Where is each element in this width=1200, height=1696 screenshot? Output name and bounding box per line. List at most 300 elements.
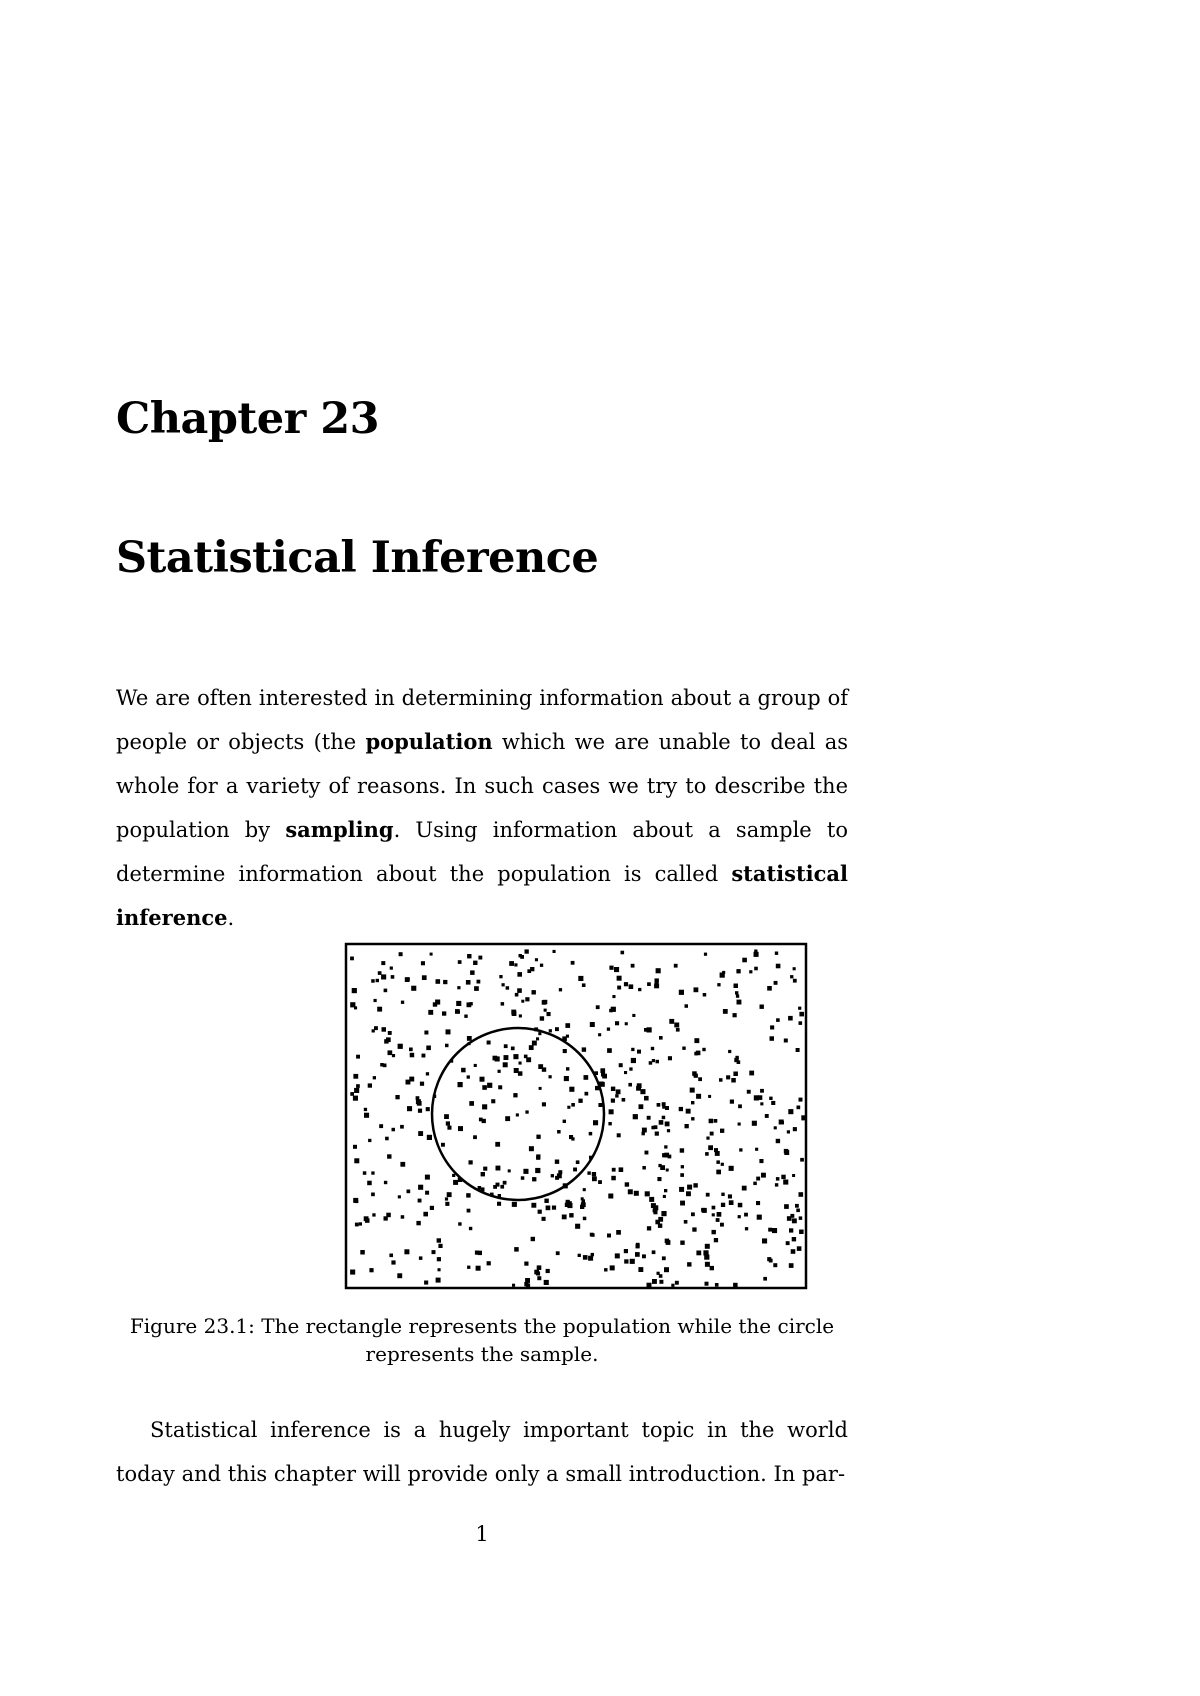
population-dot	[631, 1048, 634, 1051]
population-dot	[578, 976, 583, 981]
population-dot	[555, 1027, 559, 1031]
population-dot	[529, 1146, 534, 1151]
population-dot	[582, 983, 586, 987]
population-dot	[796, 1209, 800, 1213]
population-dot	[787, 1216, 792, 1221]
population-dot	[662, 1116, 666, 1120]
population-dot	[665, 1122, 670, 1127]
population-dot	[617, 986, 621, 990]
population-dot	[624, 1249, 628, 1253]
population-dot	[456, 1001, 461, 1006]
population-dot	[760, 1089, 764, 1093]
population-dot	[717, 1212, 722, 1217]
population-dot	[475, 1251, 479, 1255]
term-sampling: sampling	[285, 817, 394, 842]
population-dot	[798, 1007, 801, 1010]
population-dot	[676, 1028, 680, 1032]
population-dot	[775, 1183, 778, 1186]
population-dot	[424, 1281, 428, 1285]
population-dot	[354, 1088, 359, 1093]
population-dot	[457, 986, 460, 989]
population-dot	[607, 1048, 612, 1053]
population-dot	[372, 1029, 375, 1032]
population-dot	[469, 1101, 474, 1106]
population-dot	[503, 1181, 507, 1185]
population-dot	[645, 1151, 649, 1155]
population-dot	[487, 1041, 491, 1045]
population-dot	[458, 960, 462, 964]
population-dot	[535, 1168, 540, 1173]
population-dot	[473, 1135, 477, 1139]
population-dot	[656, 1060, 660, 1064]
population-dot	[610, 1265, 615, 1270]
population-dot	[469, 1227, 472, 1230]
population-dot	[426, 1107, 430, 1111]
population-dot	[647, 1226, 651, 1230]
population-dot	[571, 1137, 574, 1140]
intro-text-part1: We are often interested in determining information about a group of people or objects (the	[116, 686, 848, 754]
population-dot	[680, 1173, 684, 1177]
population-dot	[536, 1135, 540, 1139]
population-dot	[726, 1075, 730, 1079]
population-dot	[771, 1101, 775, 1105]
population-dot	[708, 1095, 711, 1098]
population-dot	[379, 1124, 383, 1128]
population-dot	[714, 1148, 718, 1152]
population-dot	[513, 1093, 517, 1097]
population-dot	[509, 961, 514, 966]
population-dot	[792, 1174, 795, 1177]
population-dot	[768, 1228, 772, 1232]
population-dot	[799, 1098, 803, 1102]
population-dot	[685, 1004, 689, 1008]
population-dot	[790, 975, 793, 978]
population-dot	[755, 1148, 758, 1151]
population-dot	[445, 1044, 449, 1048]
population-dot	[712, 1230, 716, 1234]
population-dot	[493, 1185, 497, 1189]
population-dot	[558, 1170, 562, 1174]
population-dot	[534, 1270, 539, 1275]
population-dot	[382, 1027, 387, 1032]
population-dot	[769, 1259, 773, 1263]
population-dot	[466, 1193, 470, 1197]
population-dot	[392, 1054, 395, 1057]
population-dot	[537, 1265, 542, 1270]
population-dot	[784, 1039, 788, 1043]
population-dot	[799, 1012, 804, 1017]
population-dot	[736, 995, 739, 998]
population-dot	[583, 1255, 588, 1260]
population-dot	[356, 1055, 360, 1059]
population-dot	[487, 1261, 491, 1265]
population-dot	[424, 1031, 428, 1035]
population-dot	[544, 1280, 549, 1285]
population-dot	[786, 1241, 790, 1245]
population-dot	[667, 1129, 670, 1132]
population-dot	[525, 997, 529, 1001]
population-dot	[716, 1170, 721, 1175]
population-dot	[647, 1116, 651, 1120]
population-dot	[482, 1085, 487, 1090]
population-dot	[567, 1203, 572, 1208]
population-dot	[631, 964, 635, 968]
population-dot	[769, 1097, 772, 1100]
population-dot	[378, 971, 382, 975]
population-dot	[593, 1120, 598, 1125]
population-dot	[501, 1002, 505, 1006]
population-dot	[392, 1128, 396, 1132]
population-dot	[360, 1250, 365, 1255]
population-dot	[799, 1216, 803, 1220]
population-dot	[692, 1227, 696, 1231]
population-dot	[651, 1047, 654, 1050]
population-dot	[682, 1047, 685, 1050]
population-dot	[660, 1165, 665, 1170]
population-dot	[389, 1254, 393, 1258]
population-dot	[675, 1281, 679, 1285]
population-dot	[655, 978, 659, 982]
population-dot	[458, 1082, 463, 1087]
population-sample-figure	[340, 938, 812, 1294]
population-dot	[598, 1180, 602, 1184]
population-dot	[377, 1007, 382, 1012]
population-dot	[368, 1139, 371, 1142]
population-dot	[698, 1077, 702, 1081]
population-dot	[512, 1202, 517, 1207]
population-dot	[759, 1159, 763, 1163]
population-dot	[406, 977, 410, 981]
population-dot	[624, 1259, 628, 1263]
population-dot	[749, 1071, 754, 1076]
population-dot	[438, 1268, 441, 1271]
population-dot	[458, 1222, 461, 1225]
population-dot	[363, 1171, 367, 1175]
population-dot	[703, 1250, 708, 1255]
population-dot	[495, 1142, 500, 1147]
population-dot	[500, 1185, 504, 1189]
population-dot	[655, 1132, 659, 1136]
population-dot	[783, 1180, 788, 1185]
population-dot	[498, 1085, 502, 1089]
population-dot	[390, 967, 393, 970]
population-dot	[735, 991, 738, 994]
population-dot	[734, 984, 739, 989]
population-dot	[690, 1088, 695, 1093]
intro-text-part2: which we are unable to deal as whole for a variety of reasons. In such cases we try to describe the population by	[116, 730, 849, 842]
population-dot	[687, 1262, 691, 1266]
population-dot	[691, 1101, 694, 1104]
population-dot	[416, 1099, 421, 1104]
population-dot	[738, 1215, 741, 1218]
population-dot	[564, 1076, 569, 1081]
population-dot	[736, 969, 740, 973]
population-dot	[539, 1087, 542, 1090]
population-dot	[669, 1019, 674, 1024]
population-dot	[637, 1050, 641, 1054]
population-dot	[469, 1160, 473, 1164]
population-dot	[788, 1109, 793, 1114]
population-dot	[664, 1267, 669, 1272]
population-dot	[481, 1172, 485, 1176]
population-dot	[372, 1213, 375, 1216]
population-dot	[591, 1233, 595, 1237]
population-dot	[729, 1200, 734, 1205]
population-dot	[352, 988, 357, 993]
term-population: population	[365, 729, 493, 754]
population-dot	[559, 988, 562, 991]
population-dot	[642, 1254, 646, 1258]
population-dot	[696, 1094, 701, 1099]
population-dot	[502, 983, 505, 986]
population-dot	[745, 1227, 748, 1230]
population-dot	[384, 989, 388, 993]
population-dot	[580, 1205, 584, 1209]
population-dot	[556, 1251, 560, 1255]
population-dot	[590, 1022, 595, 1027]
population-dot	[416, 1221, 420, 1225]
population-dot	[549, 1029, 552, 1032]
population-dot	[728, 1050, 731, 1053]
population-dot	[738, 1104, 742, 1108]
population-dot	[754, 952, 759, 957]
population-dot	[504, 1044, 508, 1048]
population-dot	[762, 1238, 767, 1243]
population-dot	[638, 1267, 643, 1272]
population-dot	[567, 1106, 570, 1109]
population-dot	[582, 1047, 586, 1051]
population-dot	[532, 1041, 537, 1046]
population-dot	[369, 1268, 373, 1272]
population-dot	[430, 1206, 434, 1210]
intro-paragraph	[116, 676, 848, 940]
population-dot	[384, 1181, 387, 1184]
population-dot	[373, 1076, 376, 1079]
population-dot	[694, 1038, 699, 1043]
population-dot	[542, 1067, 546, 1071]
population-dot	[371, 1193, 375, 1197]
population-dot	[563, 1049, 567, 1053]
population-dot	[453, 1180, 458, 1185]
population-dot	[583, 1217, 587, 1221]
population-dot	[629, 1067, 632, 1070]
population-dot	[418, 1199, 422, 1203]
population-dot	[368, 1083, 372, 1087]
population-dot	[705, 1244, 710, 1249]
population-dot	[467, 954, 471, 958]
intro-text-part4: .	[227, 906, 235, 930]
population-dot	[381, 974, 386, 979]
population-dot	[436, 979, 441, 984]
population-dot	[680, 1201, 685, 1206]
population-dot	[350, 1002, 355, 1007]
population-dot	[540, 964, 543, 967]
population-dot	[514, 1068, 519, 1073]
population-dot	[473, 961, 477, 965]
population-dot	[461, 1068, 466, 1073]
population-dot	[617, 976, 622, 981]
population-dot	[411, 986, 416, 991]
population-dot	[455, 1009, 460, 1014]
population-dot	[612, 1168, 616, 1172]
population-dot	[477, 980, 481, 984]
population-dot	[793, 1127, 797, 1131]
population-dot	[679, 1107, 683, 1111]
population-dot	[531, 1203, 536, 1208]
population-dot	[517, 972, 522, 977]
population-dot	[789, 1228, 793, 1232]
population-dot	[619, 1063, 623, 1067]
population-dot	[704, 953, 707, 956]
population-dot	[788, 1016, 793, 1021]
population-dot	[425, 1191, 429, 1195]
population-dot	[525, 949, 529, 953]
population-dot	[612, 995, 615, 998]
population-dot	[474, 1064, 477, 1067]
population-dot	[532, 990, 536, 994]
population-dot	[407, 1190, 411, 1194]
population-dot	[779, 1120, 784, 1125]
population-dot	[531, 1237, 535, 1241]
population-dot	[388, 1031, 392, 1035]
population-dot	[435, 1000, 440, 1005]
population-dot	[496, 1166, 501, 1171]
population-dot	[765, 1114, 769, 1118]
population-dot	[401, 1215, 405, 1219]
population-dot	[668, 1056, 672, 1060]
population-dot	[517, 988, 522, 993]
population-dot	[684, 1220, 688, 1224]
population-dot	[503, 1062, 508, 1067]
population-dot	[542, 1217, 546, 1221]
population-dot	[774, 1126, 777, 1129]
population-dot	[578, 1254, 581, 1257]
population-dot	[629, 984, 634, 989]
population-dot	[604, 1268, 607, 1271]
population-dot	[770, 1025, 774, 1029]
population-dot	[742, 1186, 747, 1191]
population-dot	[470, 970, 475, 975]
population-dot	[663, 1195, 666, 1198]
population-dot	[420, 1082, 424, 1086]
population-dot	[575, 1224, 580, 1229]
population-dot	[521, 1176, 525, 1180]
population-dot	[565, 1023, 570, 1028]
population-dot	[546, 1269, 550, 1273]
population-dot	[571, 1103, 575, 1107]
population-dot	[686, 1109, 691, 1114]
population-dot	[656, 968, 661, 973]
population-dot	[438, 1244, 442, 1248]
population-dot	[381, 961, 385, 965]
population-dot	[364, 1108, 367, 1111]
population-dot	[791, 1249, 796, 1254]
population-dot	[584, 1075, 589, 1080]
term-statistical-inference: statistical inference	[116, 861, 848, 930]
population-dot	[359, 1222, 362, 1225]
population-dot	[437, 1257, 441, 1261]
population-dot	[694, 987, 699, 992]
population-dot	[512, 1284, 515, 1287]
population-dot	[430, 953, 433, 956]
population-dot	[497, 1202, 501, 1206]
population-dot	[395, 1095, 399, 1099]
population-dot	[680, 1148, 684, 1152]
population-dot	[679, 1187, 684, 1192]
population-dot	[719, 1078, 723, 1082]
population-dot	[552, 1206, 556, 1210]
population-dot	[644, 1096, 649, 1101]
population-dot	[638, 988, 641, 991]
population-dot	[401, 1001, 404, 1004]
population-dot	[529, 1045, 534, 1050]
population-dot	[738, 1123, 741, 1126]
population-dot	[657, 1103, 661, 1107]
population-dot	[787, 1130, 790, 1133]
population-dot	[538, 1032, 541, 1035]
population-dot	[511, 1047, 515, 1051]
population-dot	[400, 1125, 404, 1129]
population-dot	[385, 1137, 389, 1141]
population-dot	[624, 982, 628, 986]
population-dot	[731, 1078, 736, 1083]
population-dot	[452, 1174, 455, 1177]
population-dot	[423, 1212, 428, 1217]
population-dot	[744, 1213, 748, 1217]
population-dot	[566, 1067, 569, 1070]
population-dot	[547, 1012, 551, 1016]
population-dot	[376, 979, 379, 982]
population-dot	[703, 993, 707, 997]
population-dot	[770, 1036, 775, 1041]
population-dot	[607, 1234, 611, 1238]
population-dot	[515, 993, 519, 997]
chapter-number: Chapter 23	[116, 394, 380, 444]
population-dot	[608, 1122, 611, 1125]
population-dot	[797, 1246, 802, 1251]
population-dot	[446, 1029, 451, 1034]
population-dot	[709, 1119, 714, 1124]
population-dot	[630, 1259, 635, 1264]
population-dot	[611, 1176, 616, 1181]
population-dot	[532, 1177, 536, 1181]
population-dot	[776, 964, 781, 969]
population-dot	[712, 1213, 715, 1216]
population-dot	[386, 1213, 391, 1218]
population-dot	[499, 975, 502, 978]
population-dot	[720, 1129, 724, 1133]
population-dot	[458, 1126, 463, 1131]
population-dot	[516, 1113, 519, 1116]
population-dot	[639, 1104, 644, 1109]
population-dot	[659, 1120, 664, 1125]
population-dot	[596, 1005, 600, 1009]
population-dot	[444, 1114, 449, 1119]
population-dot	[587, 1171, 590, 1174]
population-dot	[576, 1160, 580, 1164]
population-dot	[578, 1099, 582, 1103]
population-dot	[636, 1086, 641, 1091]
population-dot	[476, 1266, 481, 1271]
population-dot	[483, 1167, 487, 1171]
population-dot	[398, 1195, 401, 1198]
population-dot	[355, 1200, 358, 1203]
population-dot	[535, 958, 538, 961]
figure-caption-line1: Figure 23.1: The rectangle represents the population while the circle	[129, 1314, 835, 1338]
population-dot	[380, 1063, 384, 1067]
population-dot	[705, 1282, 709, 1286]
population-dot	[573, 1168, 577, 1172]
